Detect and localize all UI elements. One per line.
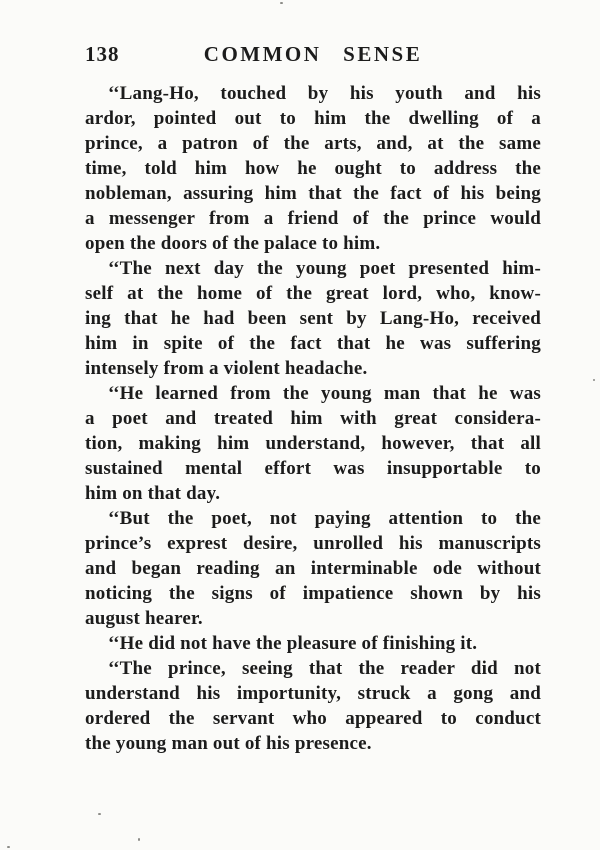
text-line: noticing the signs of impatience shown by his [85, 583, 541, 604]
text-line: the young man out of his presence. [85, 733, 372, 754]
text-line: sustained mental effort was insupportable to [85, 458, 541, 479]
text-line: ordered the servant who appeared to conduct [85, 708, 541, 729]
text-line: ‘‘He did not have the pleasure of finishing it. [108, 633, 478, 654]
running-title: COMMON SENSE [203, 42, 423, 66]
text-line: him in spite of the fact that he was suffering [85, 333, 541, 354]
text-line: a poet and treated him with great considera- [85, 408, 541, 429]
text-line: time, told him how he ought to address the [85, 158, 541, 179]
scan-speck [98, 813, 101, 815]
page-number: 138 [85, 42, 120, 66]
text-line: and began reading an interminable ode without [85, 558, 541, 579]
running-head [85, 42, 541, 64]
text-line: prince’s exprest desire, unrolled his manuscripts [85, 533, 541, 554]
text-line: him on that day. [85, 483, 221, 504]
text-line: ‘‘He learned from the young man that he was [108, 383, 541, 404]
text-line: self at the home of the great lord, who, know- [85, 283, 541, 304]
text-line: prince, a patron of the arts, and, at the same [85, 133, 541, 154]
text-line: a messenger from a friend of the prince would [85, 208, 541, 229]
text-line: ing that he had been sent by Lang-Ho, received [85, 308, 541, 329]
text-line: ‘‘But the poet, not paying attention to the [108, 508, 541, 529]
text-line: nobleman, assuring him that the fact of his being [85, 183, 541, 204]
scan-speck [7, 846, 10, 848]
scan-speck [593, 379, 595, 381]
scan-speck [138, 838, 140, 841]
text-line: understand his importunity, struck a gong and [85, 683, 541, 704]
text-line: ardor, pointed out to him the dwelling of a [85, 108, 541, 129]
page-text [85, 81, 541, 756]
text-line: ‘‘Lang-Ho, touched by his youth and his [108, 83, 541, 104]
text-line: tion, making him understand, however, that all [85, 433, 541, 454]
text-line: open the doors of the palace to him. [85, 233, 381, 254]
text-line: ‘‘The prince, seeing that the reader did not [108, 658, 541, 679]
text-line: august hearer. [85, 608, 203, 629]
text-line: intensely from a violent headache. [85, 358, 368, 379]
scan-speck [280, 2, 283, 4]
text-line: ‘‘The next day the young poet presented him- [108, 258, 541, 279]
